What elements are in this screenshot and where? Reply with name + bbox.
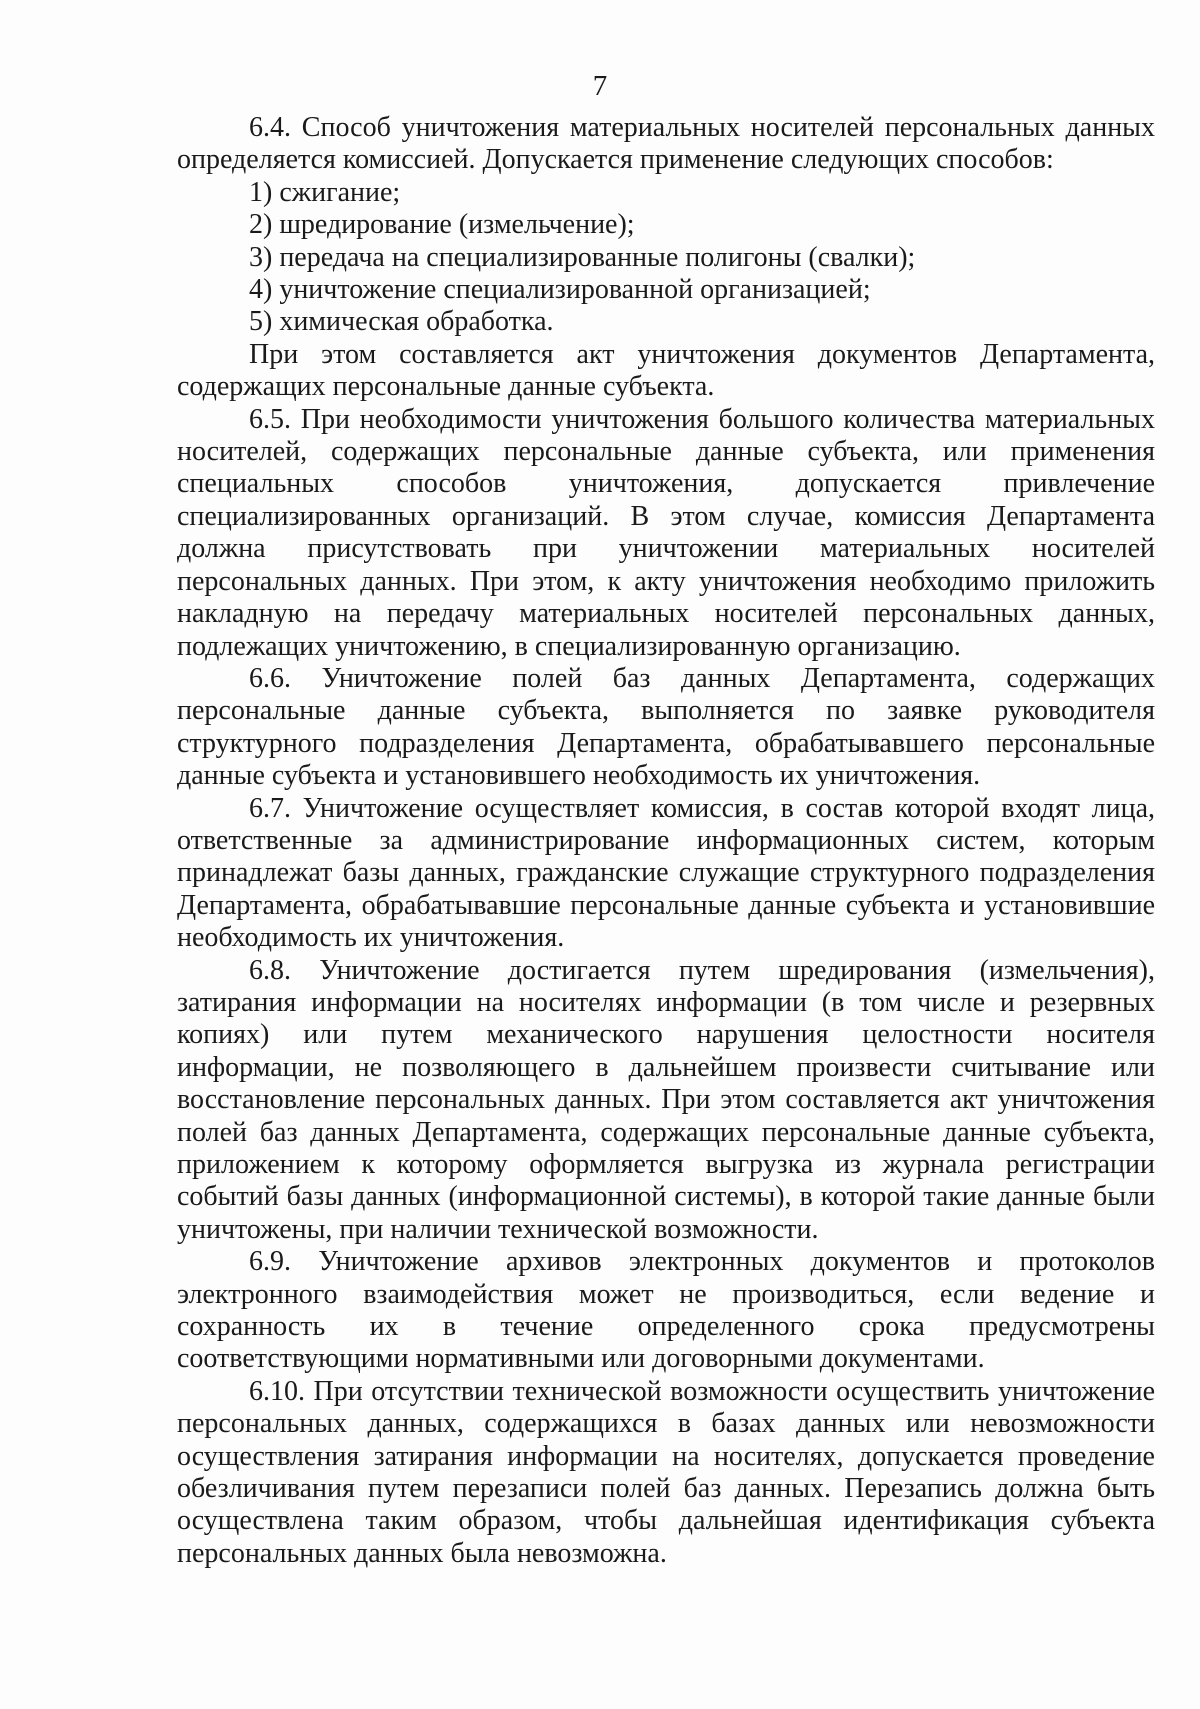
list-item: 4) уничтожение специализированной организацией; xyxy=(249,274,871,306)
page-number: 7 xyxy=(592,70,608,102)
list-item: 5) химическая обработка. xyxy=(249,306,554,338)
paragraph-6-8: 6.8. Уничтожение достигается путем шредирования (измельчения), затирания информации на носителях информации (в том числе и резервных копиях) или путем механического нарушения целостности носителя информации, не позволяющего в дальнейшем произвести считывание или восстановление персональных данных. При этом составляется акт уничтожения полей баз данных Департамента, содержащих персональные данные субъекта, приложением к которому оформляется выгрузка из журнала регистрации событий базы данных (информационной системы), в которой такие данные были уничтожены, при наличии технической возможности. xyxy=(177,954,1155,1245)
paragraph-6-10: 6.10. При отсутствии технической возможности осуществить уничтожение персональных данных, содержащихся в базах данных или невозможности осуществления затирания информации на носителях, допускается проведение обезличивания путем перезаписи полей баз данных. Перезапись должна быть осуществлена таким образом, чтобы дальнейшая идентификация субъекта персональных данных была невозможна. xyxy=(177,1375,1155,1569)
list-item: 3) передача на специализированные полигоны (свалки); xyxy=(249,241,916,273)
paragraph-6-9: 6.9. Уничтожение архивов электронных документов и протоколов электронного взаимодействия может не производиться, если ведение и сохранность их в течение определенного срока предусмотрены соответствующими нормативными или договорными документами. xyxy=(177,1246,1155,1375)
paragraph-6-5: 6.5. При необходимости уничтожения большого количества материальных носителей, содержащих персональные данные субъекта, или применения специальных способов уничтожения, допускается привлечение специализированных организаций. В этом случае, комиссия Департамента должна присутствовать при уничтожении материальных носителей персональных данных. При этом, к акту уничтожения необходимо приложить накладную на передачу материальных носителей персональных данных, подлежащих уничтожению, в специализированную организацию. xyxy=(177,403,1155,662)
paragraph-6-6: 6.6. Уничтожение полей баз данных Департамента, содержащих персональные данные субъекта, выполняется по заявке руководителя структурного подразделения Департамента, обрабатывавшего персональные данные субъекта и установившего необходимость их уничтожения. xyxy=(177,662,1155,792)
list-item: 1) сжигание; xyxy=(249,176,401,208)
paragraph-6-4: 6.4. Способ уничтожения материальных носителей персональных данных определяется комиссией. Допускается применение следующих способов: xyxy=(177,112,1155,176)
list-item: 2) шредирование (измельчение); xyxy=(249,209,635,241)
document-body xyxy=(177,112,1155,1570)
paragraph-act-note: При этом составляется акт уничтожения документов Департамента, содержащих персональные данные субъекта. xyxy=(177,338,1155,403)
paragraph-6-7: 6.7. Уничтожение осуществляет комиссия, в состав которой входят лица, ответственные за администрирование информационных систем, которым принадлежат базы данных, гражданские служащие структурного подразделения Департамента, обрабатывавшие персональные данные субъекта и установившие необходимость их уничтожения. xyxy=(177,792,1155,954)
